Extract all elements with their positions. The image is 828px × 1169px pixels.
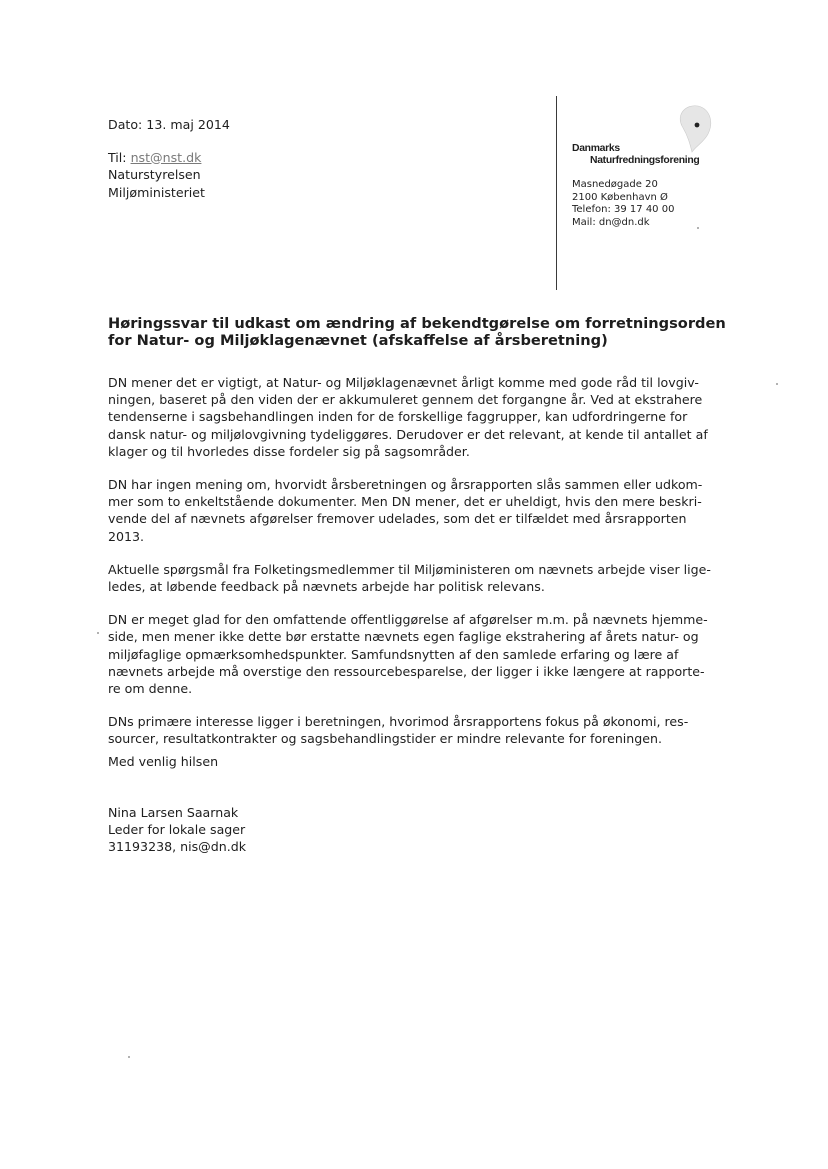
scan-speck — [128, 1056, 130, 1058]
paragraph-4 — [108, 611, 728, 697]
recipient-org: Naturstyrelsen — [108, 167, 201, 182]
paragraph-line: DN er meget glad for den omfattende offentliggørelse af afgørelser m.m. på nævnets hjemme- — [108, 612, 708, 628]
signature-title: Leder for lokale sager — [108, 822, 246, 838]
scan-speck — [97, 632, 99, 634]
sender-org-name — [572, 143, 732, 167]
paragraph-line: DNs primære interesse ligger i beretningen, hvorimod årsrapportens fokus på økonomi, res- — [108, 714, 689, 730]
paragraph-line: vende del af nævnets afgørelser fremover udelades, som det er tilfældet med årsrapporten — [108, 511, 687, 527]
recipient-ministry: Miljøministeriet — [108, 184, 205, 200]
paragraph-line: DN har ingen mening om, hvorvidt årsberetningen og årsrapporten slås sammen eller udkom- — [108, 477, 703, 493]
paragraph-line: tendenserne i sagsbehandlingen inden for de forskellige faggrupper, kan udfordringerne for — [108, 409, 688, 425]
paragraph-line: nævnets arbejde må overstige den ressourcebesparelse, der ligger i ikke længere at rapporte- — [108, 663, 705, 679]
paragraph-5 — [108, 713, 728, 747]
scan-speck — [697, 227, 699, 229]
paragraph-line: Aktuelle spørgsmål fra Folketingsmedlemmer til Miljøministeren om nævnets arbejde viser lige- — [108, 561, 711, 577]
sender-org-name-line1: Danmarks — [572, 143, 620, 154]
signature-contact: 31193238, nis@dn.dk — [108, 839, 247, 855]
sender-org-name-line2: Naturfredningsforening — [590, 155, 700, 166]
letterhead-divider — [556, 96, 557, 290]
sender-address — [572, 179, 772, 229]
paragraph-line: side, men mener ikke dette bør erstatte nævnets egen faglige ekstrahering af årets natur- og — [108, 629, 699, 645]
signature-block — [108, 804, 246, 856]
sender-city: 2100 København Ø — [572, 191, 668, 203]
paragraph-line: miljøfaglige opmærksomhedspunkter. Samfundsnytten af den samlede erfaring og lære af — [108, 646, 679, 662]
paragraph-line: DN mener det er vigtigt, at Natur- og Miljøklagenævnet årligt komme med gode råd til lovgiv- — [108, 375, 699, 390]
letter-body — [108, 374, 728, 764]
paragraph-line: 2013. — [108, 528, 145, 544]
scan-speck — [776, 383, 778, 385]
paragraph-line: ningen, baseret på den viden der er akkumuleret gennem det forgangne år. Ved at ekstrahere — [108, 392, 703, 408]
paragraph-2 — [108, 476, 728, 545]
recipient-prefix: Til: — [108, 149, 131, 165]
paragraph-line: mer som to enkeltstående dokumenter. Men DN mener, det er uheldigt, hvis den mere beskri- — [108, 494, 702, 510]
sender-street: Masnedøgade 20 — [572, 179, 658, 190]
paragraph-line: sourcer, resultatkontrakter og sagsbehandlingstider er mindre relevante for foreningen. — [108, 731, 663, 747]
closing-phrase: Med venlig hilsen — [108, 754, 219, 769]
heading-line-1: Høringssvar til udkast om ændring af bekendtgørelse om forretningsorden — [108, 315, 726, 332]
letter-meta — [108, 116, 468, 201]
paragraph-3 — [108, 561, 728, 595]
signature-name: Nina Larsen Saarnak — [108, 805, 239, 820]
sender-mail: Mail: dn@dn.dk — [572, 216, 650, 228]
letter-heading — [108, 315, 748, 349]
sender-phone: Telefon: 39 17 40 00 — [572, 204, 675, 216]
recipient-email-link[interactable]: nst@nst.dk — [130, 149, 202, 165]
paragraph-line: klager og til hvorledes disse fordeler sig på sagsområder. — [108, 443, 470, 459]
heading-line-2: for Natur- og Miljøklagenævnet (afskaffelse af årsberetning) — [108, 332, 608, 349]
letter-date: Dato: 13. maj 2014 — [108, 117, 230, 132]
recipient-email-line — [108, 149, 468, 167]
paragraph-line: ledes, at løbende feedback på nævnets arbejde har politisk relevans. — [108, 579, 545, 595]
paragraph-1 — [108, 374, 728, 460]
paragraph-line: re om denne. — [108, 681, 193, 697]
paragraph-line: dansk natur- og miljølovgivning tydeliggøres. Derudover er det relevant, at kende til antallet af — [108, 426, 708, 442]
